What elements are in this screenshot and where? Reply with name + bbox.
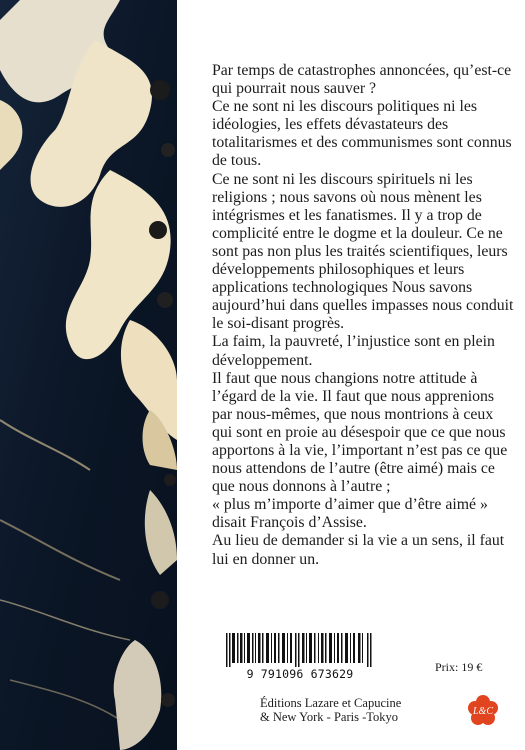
blurb-paragraph: Ce ne sont ni les discours politiques ni les idéologies, les effets dévastateurs des totalitarismes et des communismes sont connus de tous. bbox=[212, 98, 512, 170]
blurb-quote: « plus m’importe d’aimer que d’être aimé » disait François d’Assise. bbox=[212, 496, 488, 532]
back-cover bbox=[177, 0, 525, 750]
flower-logo-icon bbox=[467, 694, 499, 726]
water-foam-illustration bbox=[0, 0, 177, 750]
blurb-paragraph: Par temps de catastrophes annoncées, qu’est-ce qui pourrait nous sauver ? bbox=[212, 62, 512, 98]
price-label: Prix: 19 € bbox=[435, 660, 483, 674]
blurb-paragraph: Au lieu de demander si la vie a un sens, il faut lui en donner un. bbox=[212, 532, 505, 568]
blurb-paragraph: Il faut que nous changions notre attitude à l’égard de la vie. Il faut que nous apprenions par nous-mêmes, que nous montrions à ceux qui sont en proie au désespoir que ce que nous apportons à la vie, l’important n’est pas ce que nous attendons de l’autre (être aimé) mais ce que nous donnons à l’autre ; bbox=[212, 369, 508, 496]
isbn-number: 9 791096 673629 bbox=[246, 667, 354, 681]
blurb-paragraph: La faim, la pauvreté, l’injustice sont en plein développement. bbox=[212, 333, 495, 369]
isbn-barcode bbox=[222, 633, 378, 679]
cover-photo-water-foam bbox=[0, 0, 177, 750]
svg-text:L&C: L&C bbox=[472, 706, 494, 717]
back-cover-blurb bbox=[212, 62, 517, 569]
publisher-imprint bbox=[260, 696, 401, 724]
barcode-bars bbox=[222, 633, 378, 667]
publisher-name: Éditions Lazare et Capucine bbox=[260, 696, 402, 710]
publisher-logo bbox=[467, 694, 499, 726]
publisher-cities: & New York - Paris -Tokyo bbox=[260, 710, 399, 724]
blurb-paragraph: Ce ne sont ni les discours spirituels ni les religions ; nous savons où nous mènent les intégrismes et les fanatismes. Il y a trop de complicité entre le dogme et la douleur. Ce ne sont pas non plus les traités scientifiques, leurs développements philosophiques et leurs applications technologiques Nous savons aujourd’hui dans quelles impasses nous conduit le soi-disant progrès. bbox=[212, 170, 514, 333]
